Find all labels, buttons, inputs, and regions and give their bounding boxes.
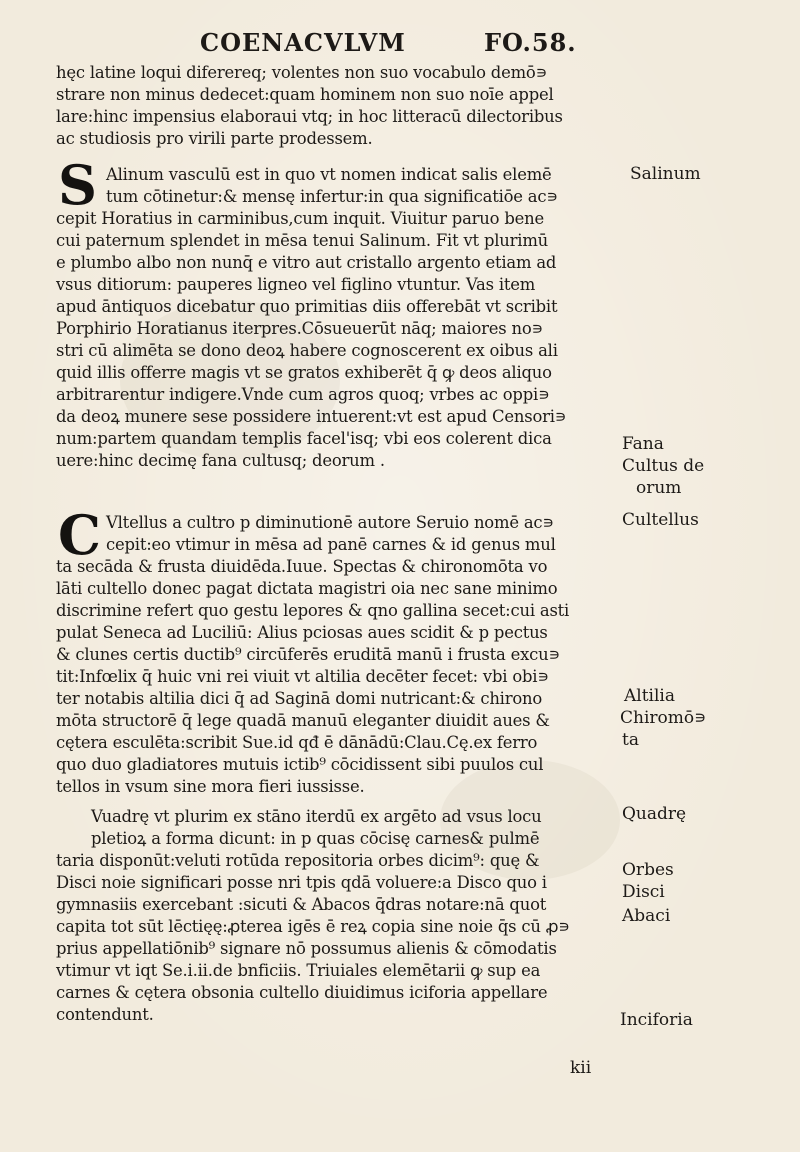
margin-note-ta: ta: [622, 730, 639, 750]
text-line: Disci noie significari posse nri tpis qdā voluere:a Disco quo i: [56, 873, 547, 892]
text-line: cui paternum splendet in mēsa tenui Salinum. Fit vt plurimū: [56, 231, 549, 250]
margin-note-orbes: Orbes: [622, 860, 674, 880]
text-line: quo duo gladiatores mutuis ictib⁹ cōcidissent sibi puulos cul: [56, 755, 544, 774]
text-line: pletioꝝ a forma dicunt: in p quas cōcisę carnes& pulmē: [91, 829, 540, 848]
text-line: prius appellatiōnib⁹ signare nō possumus alienis & cōmodatis: [56, 939, 557, 958]
margin-note-cultus-de: Cultus de: [622, 456, 705, 476]
margin-note-inciforia: Inciforia: [620, 1010, 693, 1030]
margin-note-chironomo: Chiromō∍: [620, 708, 707, 728]
margin-note-salinum: Salinum: [630, 164, 701, 184]
margin-note-orum: orum: [636, 478, 682, 498]
text-line: ter notabis altilia dici q̄ ad Saginā domi nutricant:& chirono: [56, 689, 543, 708]
text-line: cepit:eo vtimur in mēsa ad panē carnes & id genus mul: [106, 535, 556, 554]
decorated-initial-s: S: [58, 153, 97, 217]
text-line: Vuadrę vt plurim ex stāno iterdū ex argēto ad vsus locu: [91, 807, 542, 826]
margin-note-disci: Disci: [622, 882, 665, 902]
text-line: lāti cultello donec pagat dictata magistri oia nec sane minimo: [56, 579, 558, 598]
decorated-initial-c: C: [58, 503, 101, 567]
text-line: num:partem quandam templis facel'isq; vbi eos colerent dica: [56, 429, 552, 448]
margin-note-abaci: Abaci: [622, 906, 671, 926]
text-line: da deoꝝ munere sese possidere intuerent:vt est apud Censori∍: [56, 407, 567, 426]
text-line: lare:hinc impensius elaboraui vtq; in hoc litteracū dilectoribus: [56, 107, 563, 126]
text-line: gymnasiis exercebant :sicuti & Abacos q̄dras notare:nā quot: [56, 895, 547, 914]
text-line: carnes & cętera obsonia cultello diuidimus iciforia appellare: [56, 983, 548, 1002]
text-line: Porphirio Horatianus iterpres.Cōsueuerūt nāq; maiores no∍: [56, 319, 544, 338]
text-line: capita tot sūt lēctięę:ꝓterea igēs ē reꝝ copia sine noie q̄s cū ꝓ∍: [56, 917, 570, 936]
text-line: mōta structorē q̄ lege quadā manuū eleganter diuidit aues &: [56, 711, 550, 730]
text-line: vtimur vt iqt Se.i.ii.de bnficiis. Triuiales elemētarii ꝙ sup ea: [56, 961, 541, 980]
text-line: tum cōtinetur:& mensę infertur:in qua significatiōe ac∍: [106, 187, 558, 206]
running-title: COENACVLVM: [200, 28, 406, 57]
margin-note-fana: Fana: [622, 434, 664, 454]
text-line: Vltellus a cultro p diminutionē autore Seruio nomē ac∍: [106, 513, 554, 532]
text-line: taria disponūt:veluti rotūda repositoria orbes dicim⁹: quę &: [56, 851, 540, 870]
text-line: strare non minus dedecet:quam hominem non suo noīe appel: [56, 85, 554, 104]
text-line: stri cū alimēta se dono deoꝝ habere cognoscerent ex oibus ali: [56, 341, 558, 360]
text-line: cepit Horatius in carminibus,cum inquit. Viuitur paruo bene: [56, 209, 544, 228]
signature-mark: kii: [570, 1058, 592, 1078]
text-line: discrimine refert quo gestu lepores & qno gallina secet:cui asti: [56, 601, 570, 620]
text-line: tit:Infœlix q̄ huic vni rei viuit vt altilia decēter fecet: vbi obi∍: [56, 667, 549, 686]
text-line: ac studiosis pro virili parte prodessem.: [56, 129, 373, 148]
text-line: tellos in vsum sine mora fieri iussisse.: [56, 777, 365, 796]
text-line: Alinum vasculū est in quo vt nomen indicat salis elemē: [106, 165, 552, 184]
text-line: arbitrarentur indigere.Vnde cum agros quoq; vrbes ac oppi∍: [56, 385, 550, 404]
text-line: uere:hinc decimę fana cultusq; deorum .: [56, 451, 385, 470]
margin-note-quadre: Quadrę: [622, 804, 687, 824]
text-line: contendunt.: [56, 1005, 154, 1024]
text-line: vsus ditiorum: pauperes ligneo vel figlino vtuntur. Vas item: [56, 275, 536, 294]
text-line: quid illis offerre magis vt se gratos exhiberēt q̄ ꝙ deos aliquo: [56, 363, 552, 382]
page-header: [0, 22, 800, 62]
text-line: & clunes certis ductib⁹ circūferēs eruditā manū i frusta excu∍: [56, 645, 561, 664]
text-line: apud āntiquos dicebatur quo primitias diis offerebāt vt scribit: [56, 297, 558, 316]
folio-number: FO.58.: [484, 28, 577, 57]
margin-note-cultellus: Cultellus: [622, 510, 699, 530]
margin-note-altilia: Altilia: [624, 686, 675, 706]
text-line: ta secāda & frusta diuidēda.Iuue. Spectas & chironomōta vo: [56, 557, 548, 576]
text-line: cętera esculēta:scribit Sue.id qđ ē dānādū:Clau.Cę.ex ferro: [56, 733, 538, 752]
text-line: e plumbo albo non nunq̄ e vitro aut cristallo argento etiam ad: [56, 253, 557, 272]
text-line: hęc latine loqui diferereq; volentes non suo vocabulo demō∍: [56, 63, 548, 82]
text-line: pulat Seneca ad Luciliū: Alius pciosas aues scidit & p pectus: [56, 623, 548, 642]
